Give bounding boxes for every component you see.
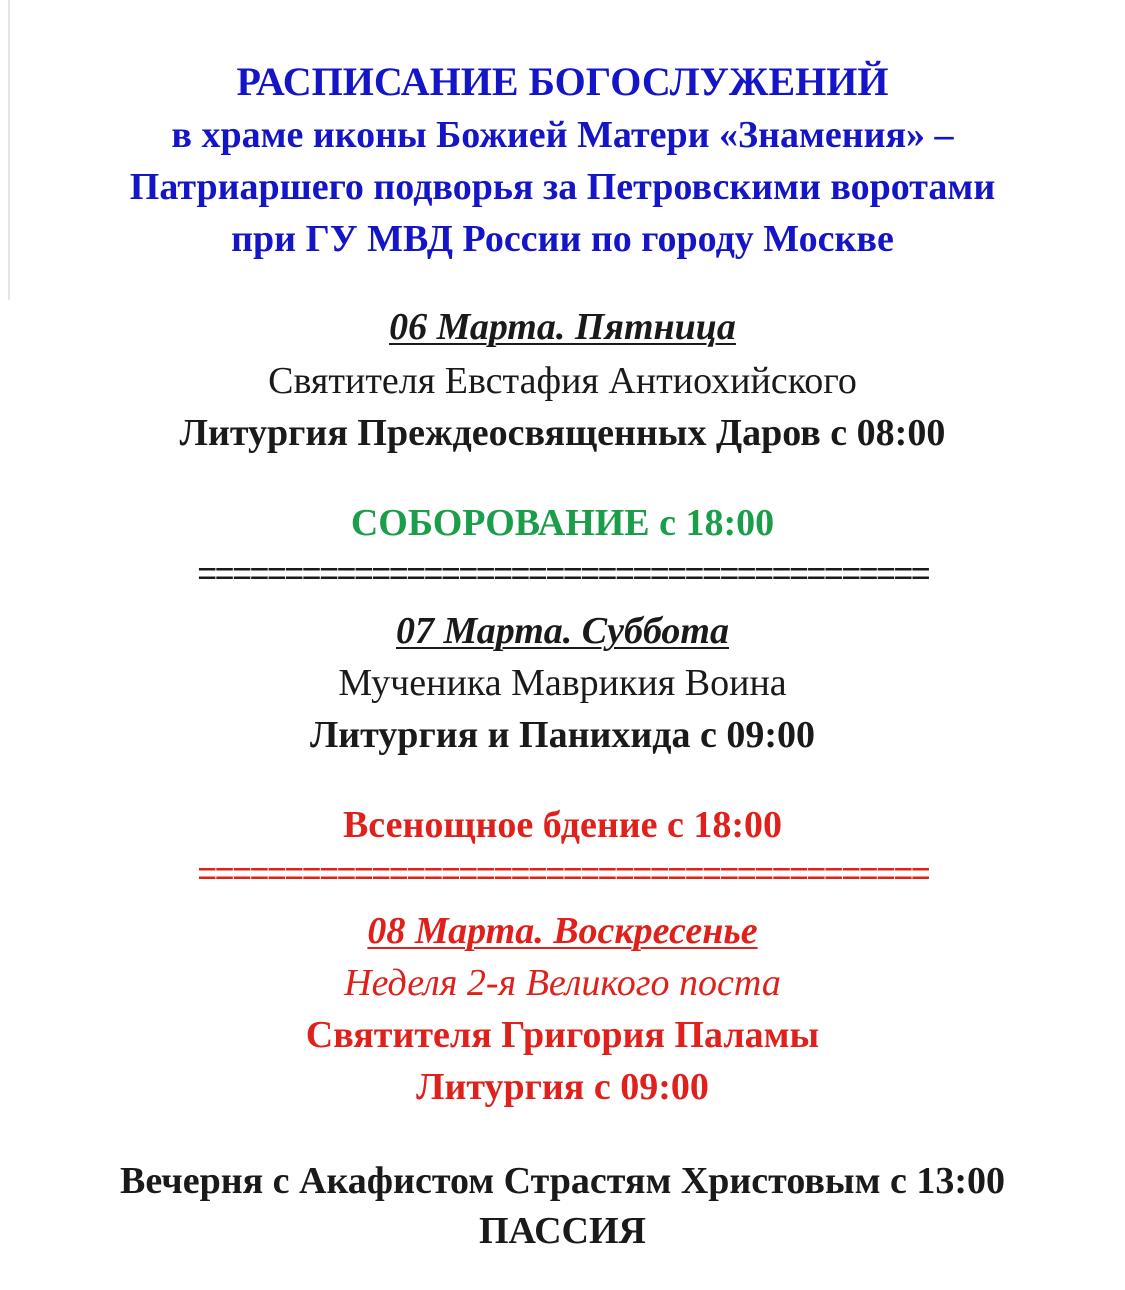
church-name-line1: в храме иконы Божией Матери «Знамения» –	[171, 114, 954, 156]
day3-date: 08 Марта. Воскресенье	[367, 910, 758, 952]
day3-week: Неделя 2-я Великого поста	[344, 962, 781, 1004]
day3-vespers: Вечерня с Акафистом Страстям Христовым с 13:00	[120, 1160, 1005, 1202]
day3-passion: ПАССИЯ	[479, 1210, 646, 1252]
schedule-title: РАСПИСАНИЕ БОГОСЛУЖЕНИЙ	[236, 59, 889, 104]
day2-vigil: Всенощное бдение с 18:00	[342, 804, 783, 846]
day3-saint: Святителя Григория Паламы	[305, 1014, 820, 1056]
church-name-line3: при ГУ МВД России по городу Москве	[231, 218, 894, 260]
day1-saint: Святителя Евстафия Антиохийского	[268, 360, 857, 402]
day1-date: 06 Марта. Пятница	[389, 306, 736, 348]
day1-service: Литургия Преждеосвященных Даров с 08:00	[179, 412, 946, 454]
day2-service: Литургия и Панихида с 09:00	[309, 714, 816, 756]
day1-unction: СОБОРОВАНИЕ с 18:00	[350, 502, 775, 544]
day3-service: Литургия с 09:00	[416, 1066, 709, 1108]
day2-date: 07 Марта. Суббота	[395, 610, 729, 652]
separator-1: ==========================================	[197, 558, 928, 596]
separator-2: ==========================================	[197, 858, 928, 896]
church-name-line2: Патриаршего подворья за Петровскими воротами	[129, 166, 996, 208]
day2-saint: Мученика Маврикия Воина	[338, 662, 787, 704]
